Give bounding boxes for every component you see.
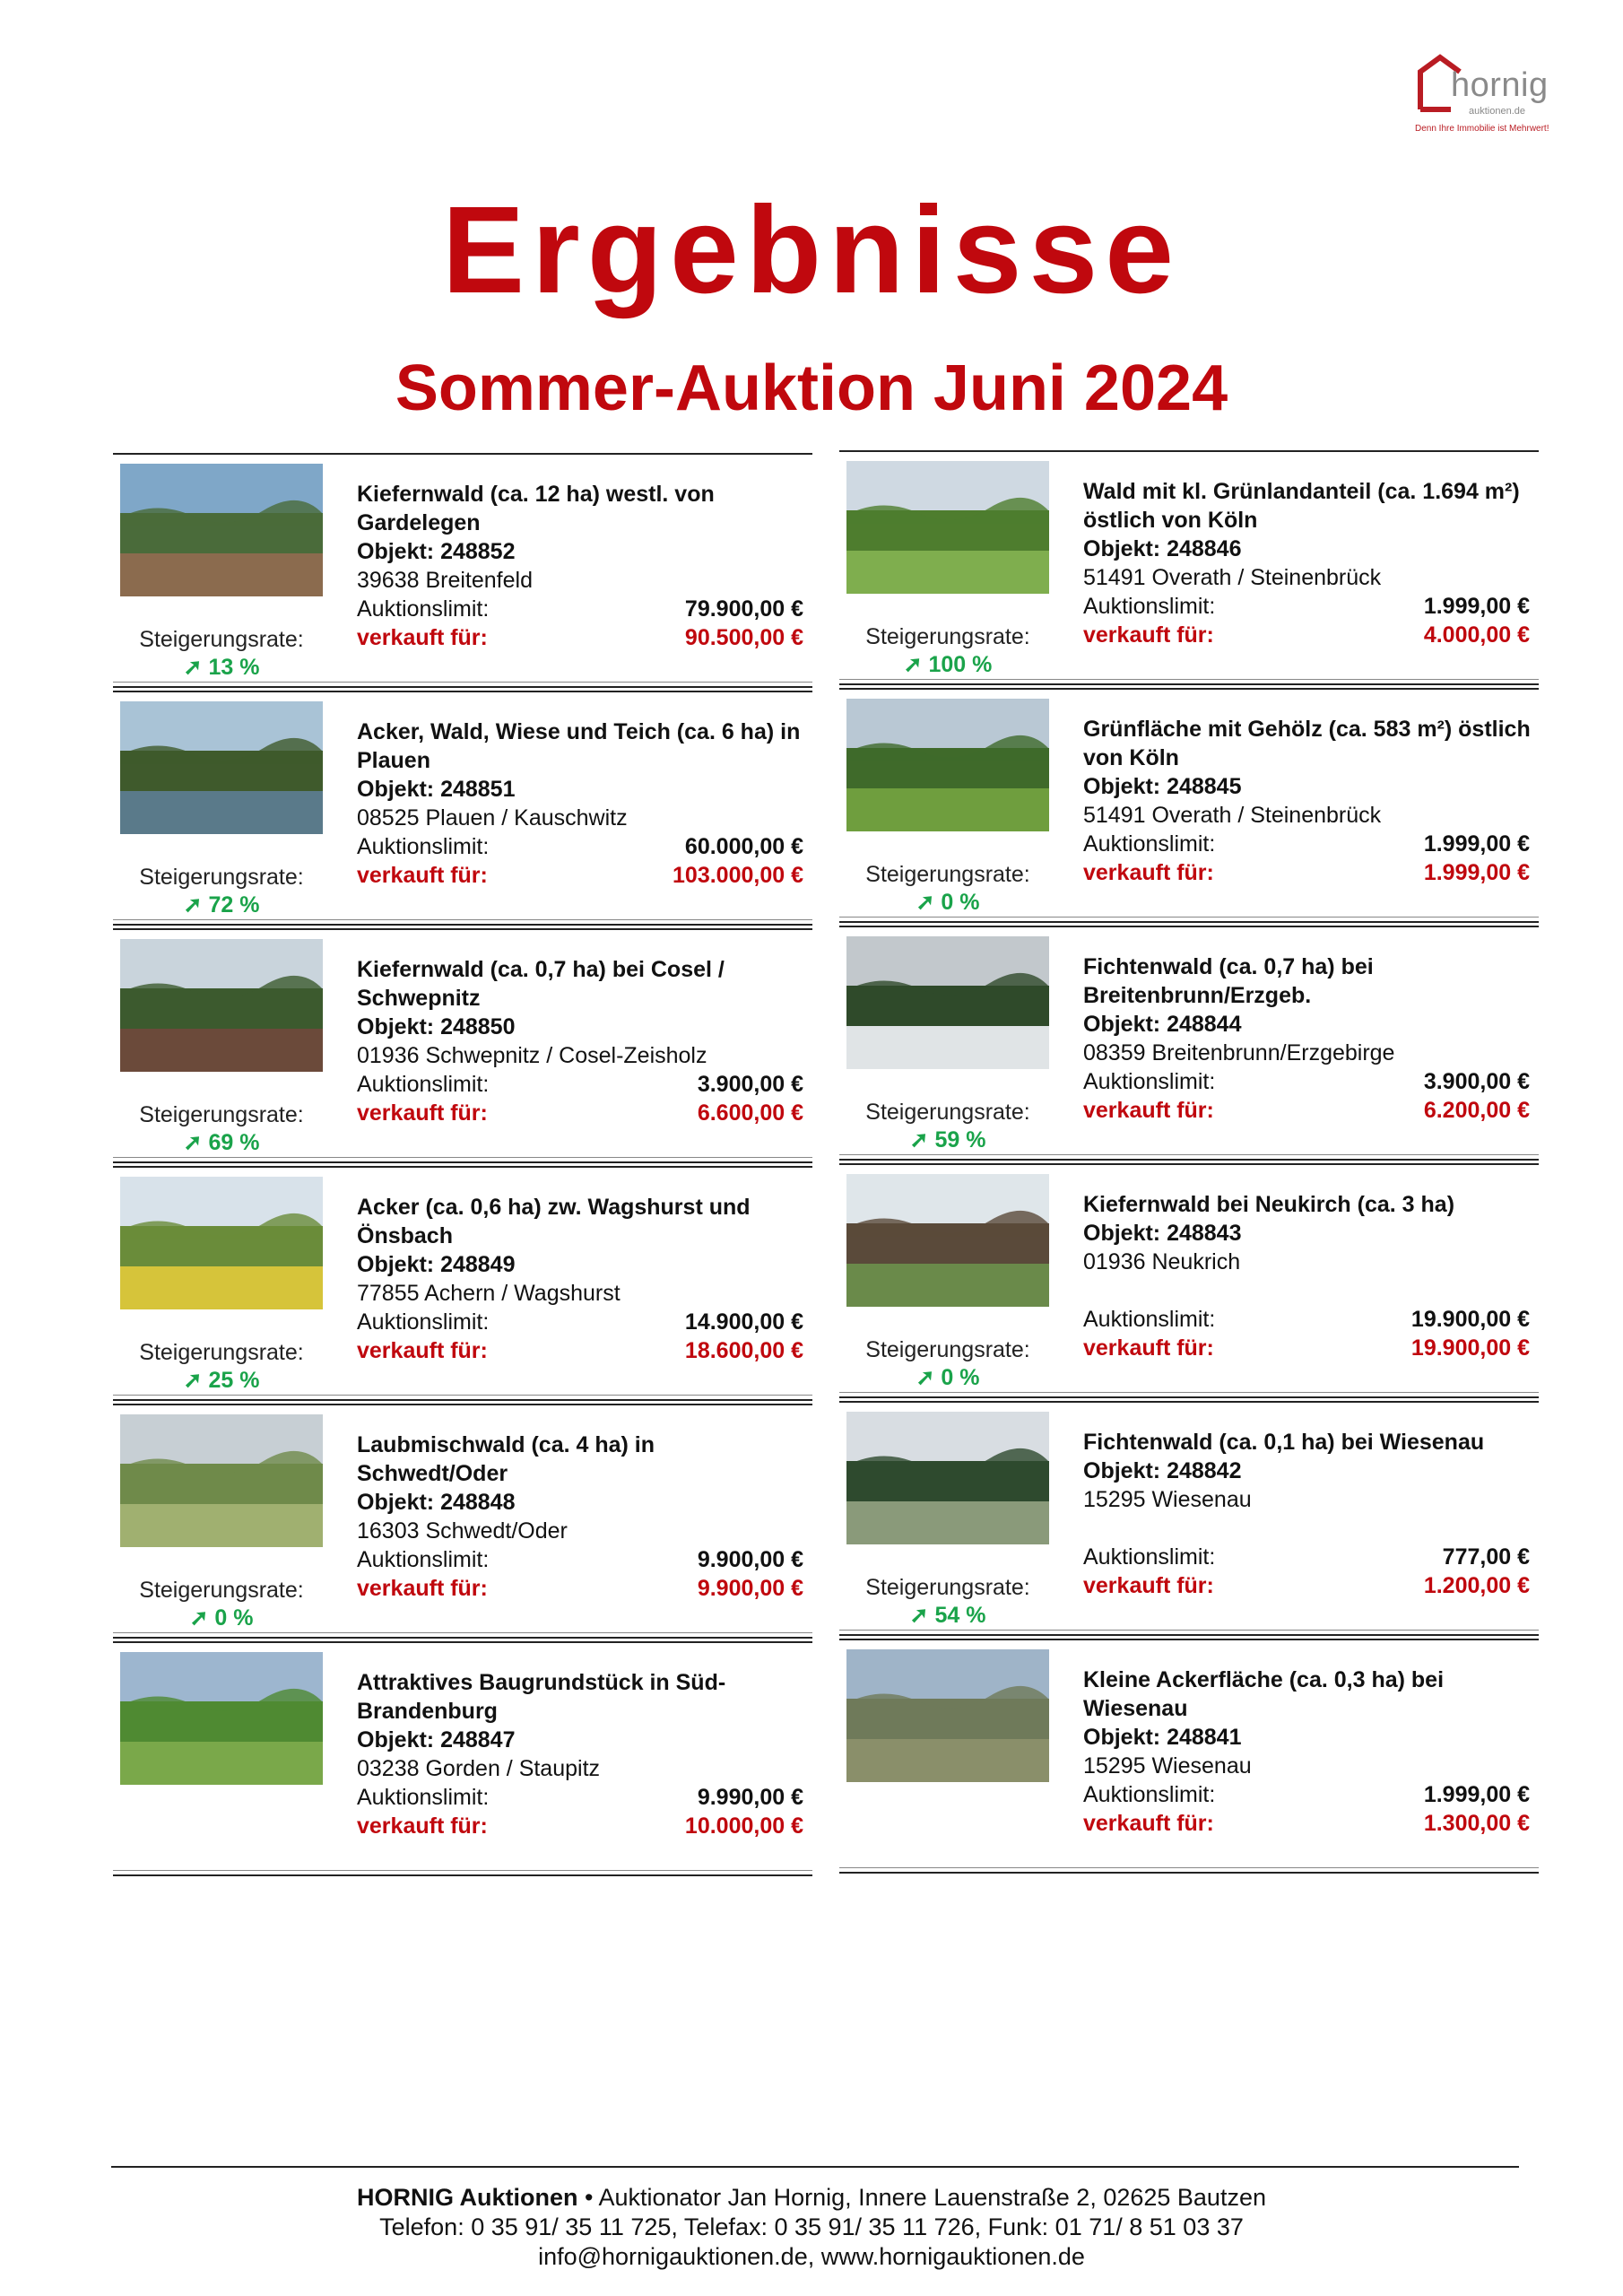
property-location: 08525 Plauen / Kauschwitz [357, 805, 628, 831]
result-card [839, 926, 1539, 1161]
sold-label: verkauft für: [357, 1813, 488, 1839]
object-number: Objekt: 248849 [357, 1252, 516, 1277]
result-card [839, 1163, 1539, 1398]
property-title: Kleine Ackerfläche (ca. 0,3 ha) bei Wiesenau [1083, 1667, 1445, 1721]
sold-value: 1.999,00 € [1423, 860, 1530, 885]
card-bottom-rule [113, 1637, 812, 1639]
limit-label: Auktionslimit: [357, 834, 490, 859]
sold-value: 90.500,00 € [684, 625, 803, 650]
page-subtitle: Sommer-Auktion Juni 2024 [395, 352, 1228, 424]
arrow-up-right-icon: ➚ [916, 1365, 935, 1390]
card-bottom-rule [113, 686, 812, 688]
object-number: Objekt: 248841 [1083, 1725, 1242, 1750]
card-bottom-rule-thin [113, 1632, 812, 1633]
card-bottom-rule-thin [839, 1154, 1539, 1155]
property-photo [846, 1649, 1049, 1782]
limit-value: 14.900,00 € [684, 1309, 803, 1335]
arrow-up-right-icon: ➚ [183, 655, 203, 680]
limit-value: 777,00 € [1442, 1544, 1530, 1570]
result-card [839, 1401, 1539, 1636]
sold-label: verkauft für: [1083, 1811, 1214, 1836]
card-bottom-rule-thin [839, 1392, 1539, 1393]
card-bottom-rule [839, 921, 1539, 923]
arrow-up-right-icon: ➚ [909, 1127, 929, 1152]
arrow-up-right-icon: ➚ [916, 890, 935, 915]
property-photo [846, 1412, 1049, 1544]
card-bottom-rule-thin [113, 1870, 812, 1871]
limit-label: Auktionslimit: [1083, 831, 1216, 857]
card-bottom-rule [839, 1396, 1539, 1398]
card-top-rule [113, 453, 812, 455]
card-bottom-rule [839, 1634, 1539, 1636]
limit-value: 9.990,00 € [697, 1785, 803, 1810]
rate-value: ➚ 59 % [909, 1127, 986, 1152]
sold-label: verkauft für: [357, 1100, 488, 1126]
property-location: 03238 Gorden / Staupitz [357, 1756, 601, 1781]
rate-label: Steigerungsrate: [865, 1100, 1030, 1125]
limit-value: 60.000,00 € [684, 834, 803, 859]
object-number: Objekt: 248844 [1083, 1012, 1242, 1037]
property-title: Kiefernwald (ca. 12 ha) westl. von Gardelegen [357, 482, 715, 535]
rate-label: Steigerungsrate: [865, 862, 1030, 887]
sold-value: 19.900,00 € [1410, 1335, 1530, 1361]
property-title: Fichtenwald (ca. 0,1 ha) bei Wiesenau [1083, 1430, 1485, 1455]
rate-value: ➚ 100 % [903, 652, 993, 677]
property-info [357, 1668, 805, 1783]
rate-value: ➚ 0 % [916, 1365, 980, 1390]
property-title: Acker (ca. 0,6 ha) zw. Wagshurst und Önsbach [357, 1195, 751, 1248]
property-title: Kiefernwald (ca. 0,7 ha) bei Cosel / Schwepnitz [357, 957, 725, 1011]
property-photo [120, 939, 323, 1072]
card-bottom-rule-thin [839, 917, 1539, 918]
rate-label: Steigerungsrate: [865, 1575, 1030, 1600]
arrow-up-right-icon: ➚ [903, 652, 923, 677]
card-top-rule [839, 688, 1539, 690]
sold-value: 18.600,00 € [684, 1338, 803, 1363]
property-info [1083, 1665, 1532, 1780]
property-photo [120, 464, 323, 596]
hornig-logo [1415, 54, 1581, 144]
sold-value: 1.300,00 € [1423, 1811, 1530, 1836]
rate-value: ➚ 54 % [909, 1603, 986, 1628]
property-info [357, 1193, 805, 1308]
sold-value: 1.200,00 € [1423, 1573, 1530, 1598]
rate-value: ➚ 13 % [183, 655, 260, 680]
rate-label: Steigerungsrate: [139, 865, 304, 890]
card-bottom-rule [113, 1874, 812, 1876]
rate-label: Steigerungsrate: [865, 1337, 1030, 1362]
sold-label: verkauft für: [1083, 622, 1214, 648]
card-top-rule [113, 1166, 812, 1168]
arrow-up-right-icon: ➚ [183, 1130, 203, 1155]
card-top-rule [113, 1641, 812, 1643]
property-photo [846, 699, 1049, 831]
property-info [1083, 715, 1532, 830]
property-photo [120, 1414, 323, 1547]
sold-value: 10.000,00 € [684, 1813, 803, 1839]
sold-label: verkauft für: [357, 625, 488, 650]
sold-label: verkauft für: [1083, 1335, 1214, 1361]
footer-phone: Telefon: 0 35 91/ 35 11 725, Telefax: 0 35 91/ 35 11 726, Funk: 01 71/ 8 51 03 37 [379, 2213, 1244, 2240]
limit-label: Auktionslimit: [357, 1309, 490, 1335]
property-title: Grünfläche mit Gehölz (ca. 583 m²) östlich von Köln [1083, 717, 1531, 770]
property-location: 51491 Overath / Steinenbrück [1083, 803, 1382, 828]
property-photo [120, 701, 323, 834]
object-number: Objekt: 248848 [357, 1490, 516, 1515]
card-top-rule [839, 1401, 1539, 1403]
card-bottom-rule [113, 1161, 812, 1163]
rate-label: Steigerungsrate: [139, 627, 304, 652]
property-title: Laubmischwald (ca. 4 ha) in Schwedt/Oder [357, 1432, 655, 1486]
card-bottom-rule-thin [839, 679, 1539, 680]
rate-value: ➚ 69 % [183, 1130, 260, 1155]
card-bottom-rule-thin [113, 682, 812, 683]
object-number: Objekt: 248846 [1083, 536, 1242, 561]
limit-value: 1.999,00 € [1423, 594, 1530, 619]
property-title: Wald mit kl. Grünlandanteil (ca. 1.694 m²) östlich von Köln [1083, 479, 1520, 533]
object-number: Objekt: 248852 [357, 539, 516, 564]
result-card [113, 453, 812, 688]
property-photo [846, 936, 1049, 1069]
result-card [113, 1641, 812, 1876]
sold-label: verkauft für: [1083, 1573, 1214, 1598]
property-location: 39638 Breitenfeld [357, 568, 533, 593]
arrow-up-right-icon: ➚ [183, 1368, 203, 1393]
card-bottom-rule-thin [839, 1630, 1539, 1631]
object-number: Objekt: 248845 [1083, 774, 1242, 799]
limit-label: Auktionslimit: [1083, 1307, 1216, 1332]
limit-value: 9.900,00 € [697, 1547, 803, 1572]
property-title: Fichtenwald (ca. 0,7 ha) bei Breitenbrunn/Erzgeb. [1083, 954, 1374, 1008]
rate-value: ➚ 25 % [183, 1368, 260, 1393]
property-location: 15295 Wiesenau [1083, 1487, 1252, 1512]
property-photo [120, 1177, 323, 1309]
rate-value: ➚ 0 % [916, 890, 980, 915]
property-location: 15295 Wiesenau [1083, 1753, 1252, 1779]
footer-address: • Auktionator Jan Hornig, Innere Lauenstraße 2, 02625 Bautzen [577, 2184, 1266, 2211]
limit-label: Auktionslimit: [1083, 1069, 1216, 1094]
limit-value: 3.900,00 € [1423, 1069, 1530, 1094]
property-info [357, 955, 805, 1070]
rate-label: Steigerungsrate: [139, 1102, 304, 1127]
property-photo [846, 1174, 1049, 1307]
object-number: Objekt: 248847 [357, 1727, 516, 1752]
result-card [113, 691, 812, 926]
limit-label: Auktionslimit: [357, 1072, 490, 1097]
object-number: Objekt: 248850 [357, 1014, 516, 1039]
rate-label: Steigerungsrate: [139, 1578, 304, 1603]
sold-value: 6.200,00 € [1423, 1098, 1530, 1123]
logo-name: hornig [1451, 66, 1549, 104]
card-bottom-rule-thin [839, 1867, 1539, 1868]
result-card [839, 1639, 1539, 1874]
property-photo [846, 461, 1049, 594]
object-number: Objekt: 248843 [1083, 1221, 1242, 1246]
footer-divider [111, 2166, 1519, 2168]
result-card [113, 1404, 812, 1639]
footer-company: HORNIG Auktionen [357, 2184, 578, 2211]
sold-label: verkauft für: [1083, 860, 1214, 885]
card-bottom-rule [113, 1399, 812, 1401]
result-card [113, 1166, 812, 1401]
sold-label: verkauft für: [1083, 1098, 1214, 1123]
card-top-rule [839, 1163, 1539, 1165]
card-bottom-rule-thin [113, 919, 812, 920]
property-location: 01936 Schwepnitz / Cosel-Zeisholz [357, 1043, 707, 1068]
property-info [357, 718, 805, 832]
property-title: Attraktives Baugrundstück in Süd-Brandenburg [357, 1670, 726, 1724]
card-bottom-rule-thin [113, 1395, 812, 1396]
property-info [1083, 952, 1532, 1067]
sold-label: verkauft für: [357, 1338, 488, 1363]
property-photo [120, 1652, 323, 1785]
property-info [1083, 1428, 1532, 1514]
card-top-rule [839, 450, 1539, 452]
result-card [113, 928, 812, 1163]
card-top-rule [113, 928, 812, 930]
logo-slogan: Denn Ihre Immobilie ist Mehrwert! [1415, 124, 1549, 134]
sold-label: verkauft für: [357, 863, 488, 888]
card-bottom-rule [113, 924, 812, 926]
limit-label: Auktionslimit: [357, 1547, 490, 1572]
arrow-up-right-icon: ➚ [909, 1603, 929, 1628]
arrow-up-right-icon: ➚ [189, 1605, 209, 1631]
rate-value: ➚ 72 % [183, 892, 260, 918]
card-top-rule [113, 1404, 812, 1405]
property-location: 77855 Achern / Wagshurst [357, 1281, 621, 1306]
limit-label: Auktionslimit: [1083, 1782, 1216, 1807]
card-bottom-rule [839, 1159, 1539, 1161]
property-info [357, 1431, 805, 1545]
property-location: 16303 Schwedt/Oder [357, 1518, 568, 1544]
sold-value: 9.900,00 € [697, 1576, 803, 1601]
rate-label: Steigerungsrate: [865, 624, 1030, 649]
sold-value: 4.000,00 € [1423, 622, 1530, 648]
sold-value: 103.000,00 € [673, 863, 803, 888]
card-top-rule [113, 691, 812, 692]
sold-label: verkauft für: [357, 1576, 488, 1601]
logo-sub: auktionen.de [1469, 106, 1525, 117]
card-bottom-rule [839, 683, 1539, 685]
limit-label: Auktionslimit: [357, 596, 490, 622]
card-top-rule [839, 926, 1539, 927]
property-title: Acker, Wald, Wiese und Teich (ca. 6 ha) in Plauen [357, 719, 801, 773]
footer-web: info@hornigauktionen.de, www.hornigauktionen.de [538, 2243, 1085, 2270]
limit-value: 1.999,00 € [1423, 831, 1530, 857]
limit-value: 79.900,00 € [684, 596, 803, 622]
property-location: 01936 Neukrich [1083, 1249, 1241, 1274]
property-info [357, 480, 805, 595]
property-title: Kiefernwald bei Neukirch (ca. 3 ha) [1083, 1192, 1455, 1217]
limit-label: Auktionslimit: [357, 1785, 490, 1810]
card-bottom-rule [839, 1872, 1539, 1874]
arrow-up-right-icon: ➚ [183, 892, 203, 918]
property-location: 51491 Overath / Steinenbrück [1083, 565, 1382, 590]
result-card [839, 688, 1539, 923]
property-location: 08359 Breitenbrunn/Erzgebirge [1083, 1040, 1395, 1065]
property-info [1083, 477, 1532, 592]
card-bottom-rule-thin [113, 1157, 812, 1158]
property-info [1083, 1190, 1532, 1276]
limit-value: 3.900,00 € [697, 1072, 803, 1097]
page-title: Ergebnisse [442, 181, 1181, 319]
footer [0, 2183, 1623, 2272]
sold-value: 6.600,00 € [697, 1100, 803, 1126]
card-top-rule [839, 1639, 1539, 1640]
limit-value: 19.900,00 € [1410, 1307, 1530, 1332]
rate-value: ➚ 0 % [189, 1605, 254, 1631]
limit-value: 1.999,00 € [1423, 1782, 1530, 1807]
object-number: Objekt: 248851 [357, 777, 516, 802]
rate-label: Steigerungsrate: [139, 1340, 304, 1365]
limit-label: Auktionslimit: [1083, 594, 1216, 619]
result-card [839, 450, 1539, 685]
limit-label: Auktionslimit: [1083, 1544, 1216, 1570]
object-number: Objekt: 248842 [1083, 1458, 1242, 1483]
